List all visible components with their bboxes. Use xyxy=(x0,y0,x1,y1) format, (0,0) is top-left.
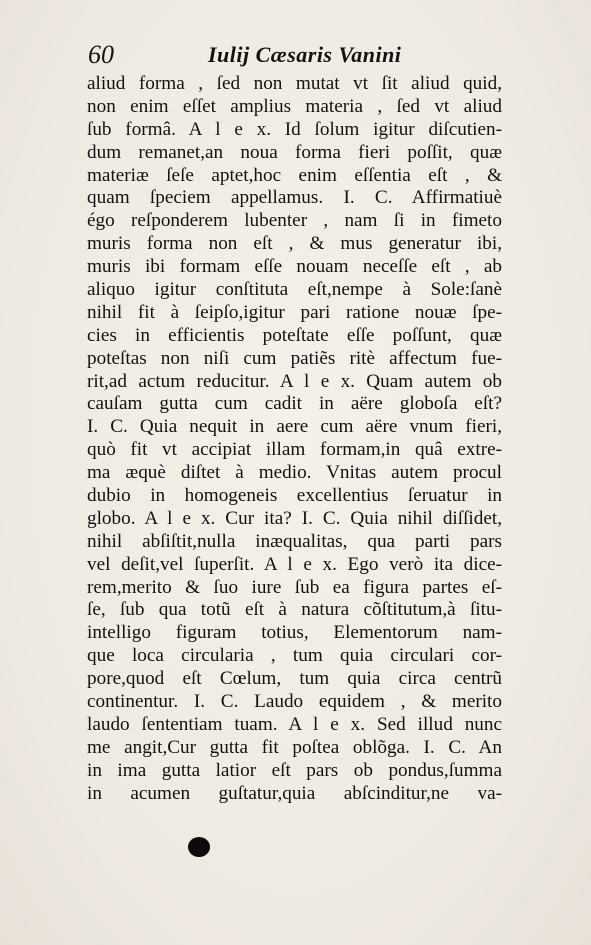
text-line: I. C. Quia nequit in aere cum aëre vnum fieri, xyxy=(87,416,502,438)
text-line: me angit,Cur gutta fit poſtea oblõga. I. C. An xyxy=(87,736,502,758)
text-line: non enim eſſet amplius materia , ſed vt aliud xyxy=(87,95,502,117)
text-line: materiæ ſeſe aptet,hoc enim eſſentia eſt , & xyxy=(87,164,502,186)
page-header xyxy=(88,40,508,70)
text-line: cauſam gutta cum cadit in aëre globoſa eſt? xyxy=(87,393,502,415)
text-line: aliquo igitur conſtituta eſt,nempe à Sole:ſanè xyxy=(87,279,502,301)
text-line: in acumen guſtatur,quia abſcinditur,ne va- xyxy=(87,782,502,804)
text-line: pore,quod eſt Cœlum, tum quia circa centrũ xyxy=(87,668,502,690)
text-line: ſub formâ. A l e x. Id ſolum igitur diſcutien- xyxy=(87,118,502,140)
text-line: muris forma non eſt , & mus generatur ibi, xyxy=(87,233,502,255)
text-line: in ima gutta latior eſt pars ob pondus,ſumma xyxy=(87,759,502,781)
body-text xyxy=(87,73,502,806)
text-line: dum remanet,an noua forma fieri poſſit, quæ xyxy=(87,141,502,163)
text-line: quò fit vt accipiat illam formam,in quâ extre- xyxy=(87,439,502,461)
text-line: laudo ſententiam tuam. A l e x. Sed illud nunc xyxy=(87,713,502,735)
running-head: Iulij Cæsaris Vanini xyxy=(208,42,402,67)
text-line: cies in efficientis poteſtate eſſe poſſunt, quæ xyxy=(87,324,502,346)
text-line: muris ibi formam eſſe nouam neceſſe eſt , ab xyxy=(87,256,502,278)
text-line: poteſtas non niſi cum patiẽs ritè affectum fue- xyxy=(87,347,502,369)
text-line: nihil abſiſtit,nulla inæqualitas, qua parti pars xyxy=(87,530,502,552)
page-number: 60 xyxy=(88,40,114,69)
text-line: vel deſit,vel ſuperſit. A l e x. Ego verò ita dice- xyxy=(87,553,502,575)
text-line: globo. A l e x. Cur ita? I. C. Quia nihil diſſidet, xyxy=(87,507,502,529)
text-line: nihil fit à ſeipſo,igitur pari ratione nouæ ſpe- xyxy=(87,301,502,323)
text-line: continentur. I. C. Laudo equidem , & merito xyxy=(87,691,502,713)
text-line: que loca circularia , tum quia circulari cor- xyxy=(87,645,502,667)
text-line: dubio in homogeneis excellentius ſeruatur in xyxy=(87,485,502,507)
text-line: ma æquè diſtet à medio. Vnitas autem procul xyxy=(87,462,502,484)
text-line: ſe, ſub qua totũ eſt à natura cõſtitutum,à ſitu- xyxy=(87,599,502,621)
text-line: intelligo figuram totius, Elementorum nam- xyxy=(87,622,502,644)
ink-blot xyxy=(188,837,210,857)
text-line: rit,ad actum reducitur. A l e x. Quam autem ob xyxy=(87,370,502,392)
text-line: aliud forma , ſed non mutat vt ſit aliud quid, xyxy=(87,73,502,94)
text-line: égo reſponderem lubenter , nam ſi in fimeto xyxy=(87,210,502,232)
text-line: quam ſpeciem appellamus. I. C. Affirmatiuè xyxy=(87,187,502,209)
text-line: rem,merito & ſuo iure ſub ea figura partes eſ- xyxy=(87,576,502,598)
